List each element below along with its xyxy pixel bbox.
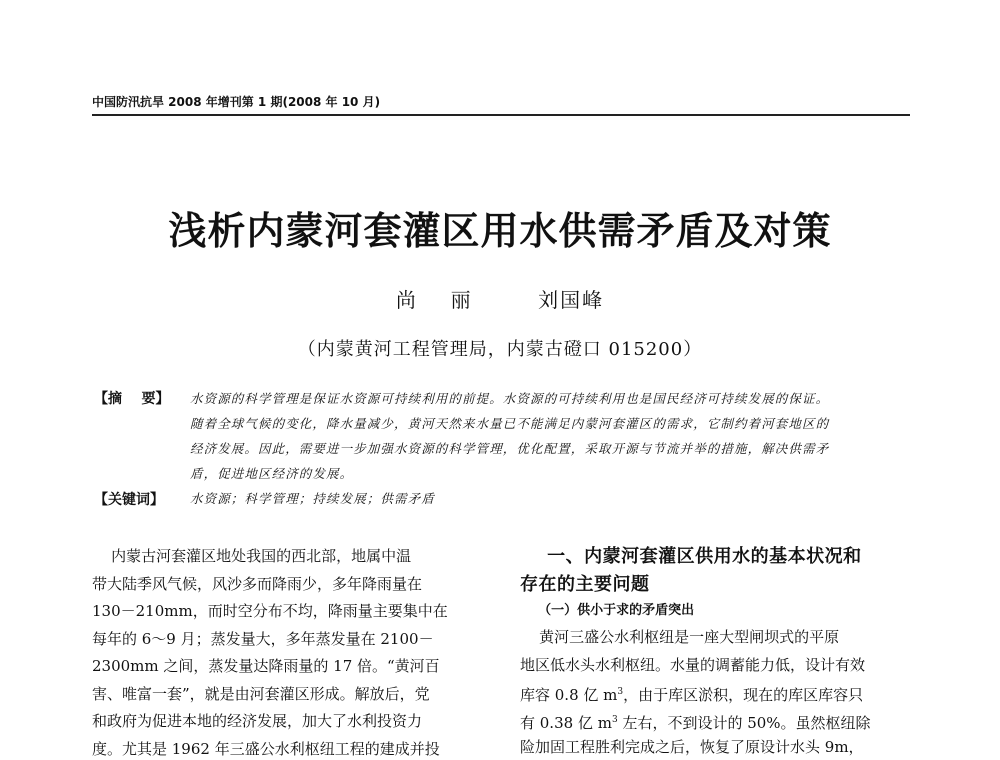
- abstract-label: 【摘 要】: [94, 391, 170, 407]
- body-line: 每年的 6～9 月；蒸发量大，多年蒸发量在 2100－: [92, 629, 434, 648]
- header-rule: [92, 114, 910, 116]
- body-line: 和政府为促进本地的经济发展，加大了水利投资力: [92, 712, 423, 730]
- section-heading-cont: 存在的主要问题: [520, 573, 650, 595]
- article-title: 浅析内蒙河套灌区用水供需矛盾及对策: [168, 208, 832, 253]
- body-line: 2300mm 之间，蒸发量达降雨量的 17 倍。“黄河百: [92, 657, 440, 675]
- body-line: 带大陆季风气候，风沙多而降雨少，多年降雨量在: [92, 574, 423, 593]
- body-line: 地区低水头水利枢纽。水量的调蓄能力低，设计有效: [520, 655, 866, 674]
- body-line-with-unit: [520, 707, 912, 735]
- body-line: 130－210mm，而时空分布不均，降雨量主要集中在: [92, 602, 448, 620]
- body-line-with-unit: [520, 679, 912, 707]
- abstract-line: 随着全球气候的变化，降水量减少，黄河天然来水量已不能满足内蒙河套灌区的需求，它制约着河套地区的: [190, 416, 830, 431]
- superscript: 3: [611, 714, 618, 725]
- text-segment: 库容 0.8 亿 m: [520, 686, 618, 704]
- body-line: 黄河三盛公水利枢纽是一座大型闸坝式的平原: [520, 628, 840, 646]
- abstract-line: 盾，促进地区经济的发展。: [190, 466, 354, 481]
- body-line: 险加固工程胜利完成之后，恢复了原设计水头 9m，: [520, 738, 864, 756]
- subsection-heading: （一）供小于求的矛盾突出: [520, 603, 695, 618]
- text-segment: ，由于库区淤积，现在的库区库容只: [623, 686, 864, 704]
- article-affiliation: （内蒙黄河工程管理局，内蒙古磴口 015200）: [297, 339, 703, 360]
- article-authors: 尚 丽 刘国峰: [395, 288, 605, 312]
- keywords-label: 【关键词】: [94, 492, 164, 508]
- abstract-line: 经济发展。因此，需要进一步加强水资源的科学管理，优化配置，采取开源与节流并举的措施，解决供需矛: [190, 441, 830, 456]
- abstract-line: 水资源的科学管理是保证水资源可持续利用的前提。水资源的可持续利用也是国民经济可持续发展的保证。: [190, 391, 830, 406]
- body-line: 害、唯富一套”，就是由河套灌区形成。解放后，党: [92, 684, 430, 703]
- section-heading: 一、内蒙河套灌区供用水的基本状况和: [520, 546, 862, 567]
- body-column-left: [92, 543, 492, 760]
- body-line: 度。尤其是 1962 年三盛公水利枢纽工程的建成并投: [92, 739, 440, 758]
- superscript: 3: [617, 687, 624, 697]
- abstract-body: [190, 386, 910, 486]
- body-column-right: [520, 543, 912, 760]
- text-segment: 左右，不到设计的 50%。虽然枢纽除: [617, 713, 871, 732]
- text-segment: 有 0.38 亿 m: [520, 713, 612, 732]
- keywords-body: 水资源；科学管理；持续发展；供需矛盾: [190, 491, 435, 506]
- running-header: 中国防汛抗旱 2008 年增刊第 1 期(2008 年 10 月): [92, 95, 381, 109]
- body-line: 内蒙古河套灌区地处我国的西北部，地属中温: [92, 547, 412, 565]
